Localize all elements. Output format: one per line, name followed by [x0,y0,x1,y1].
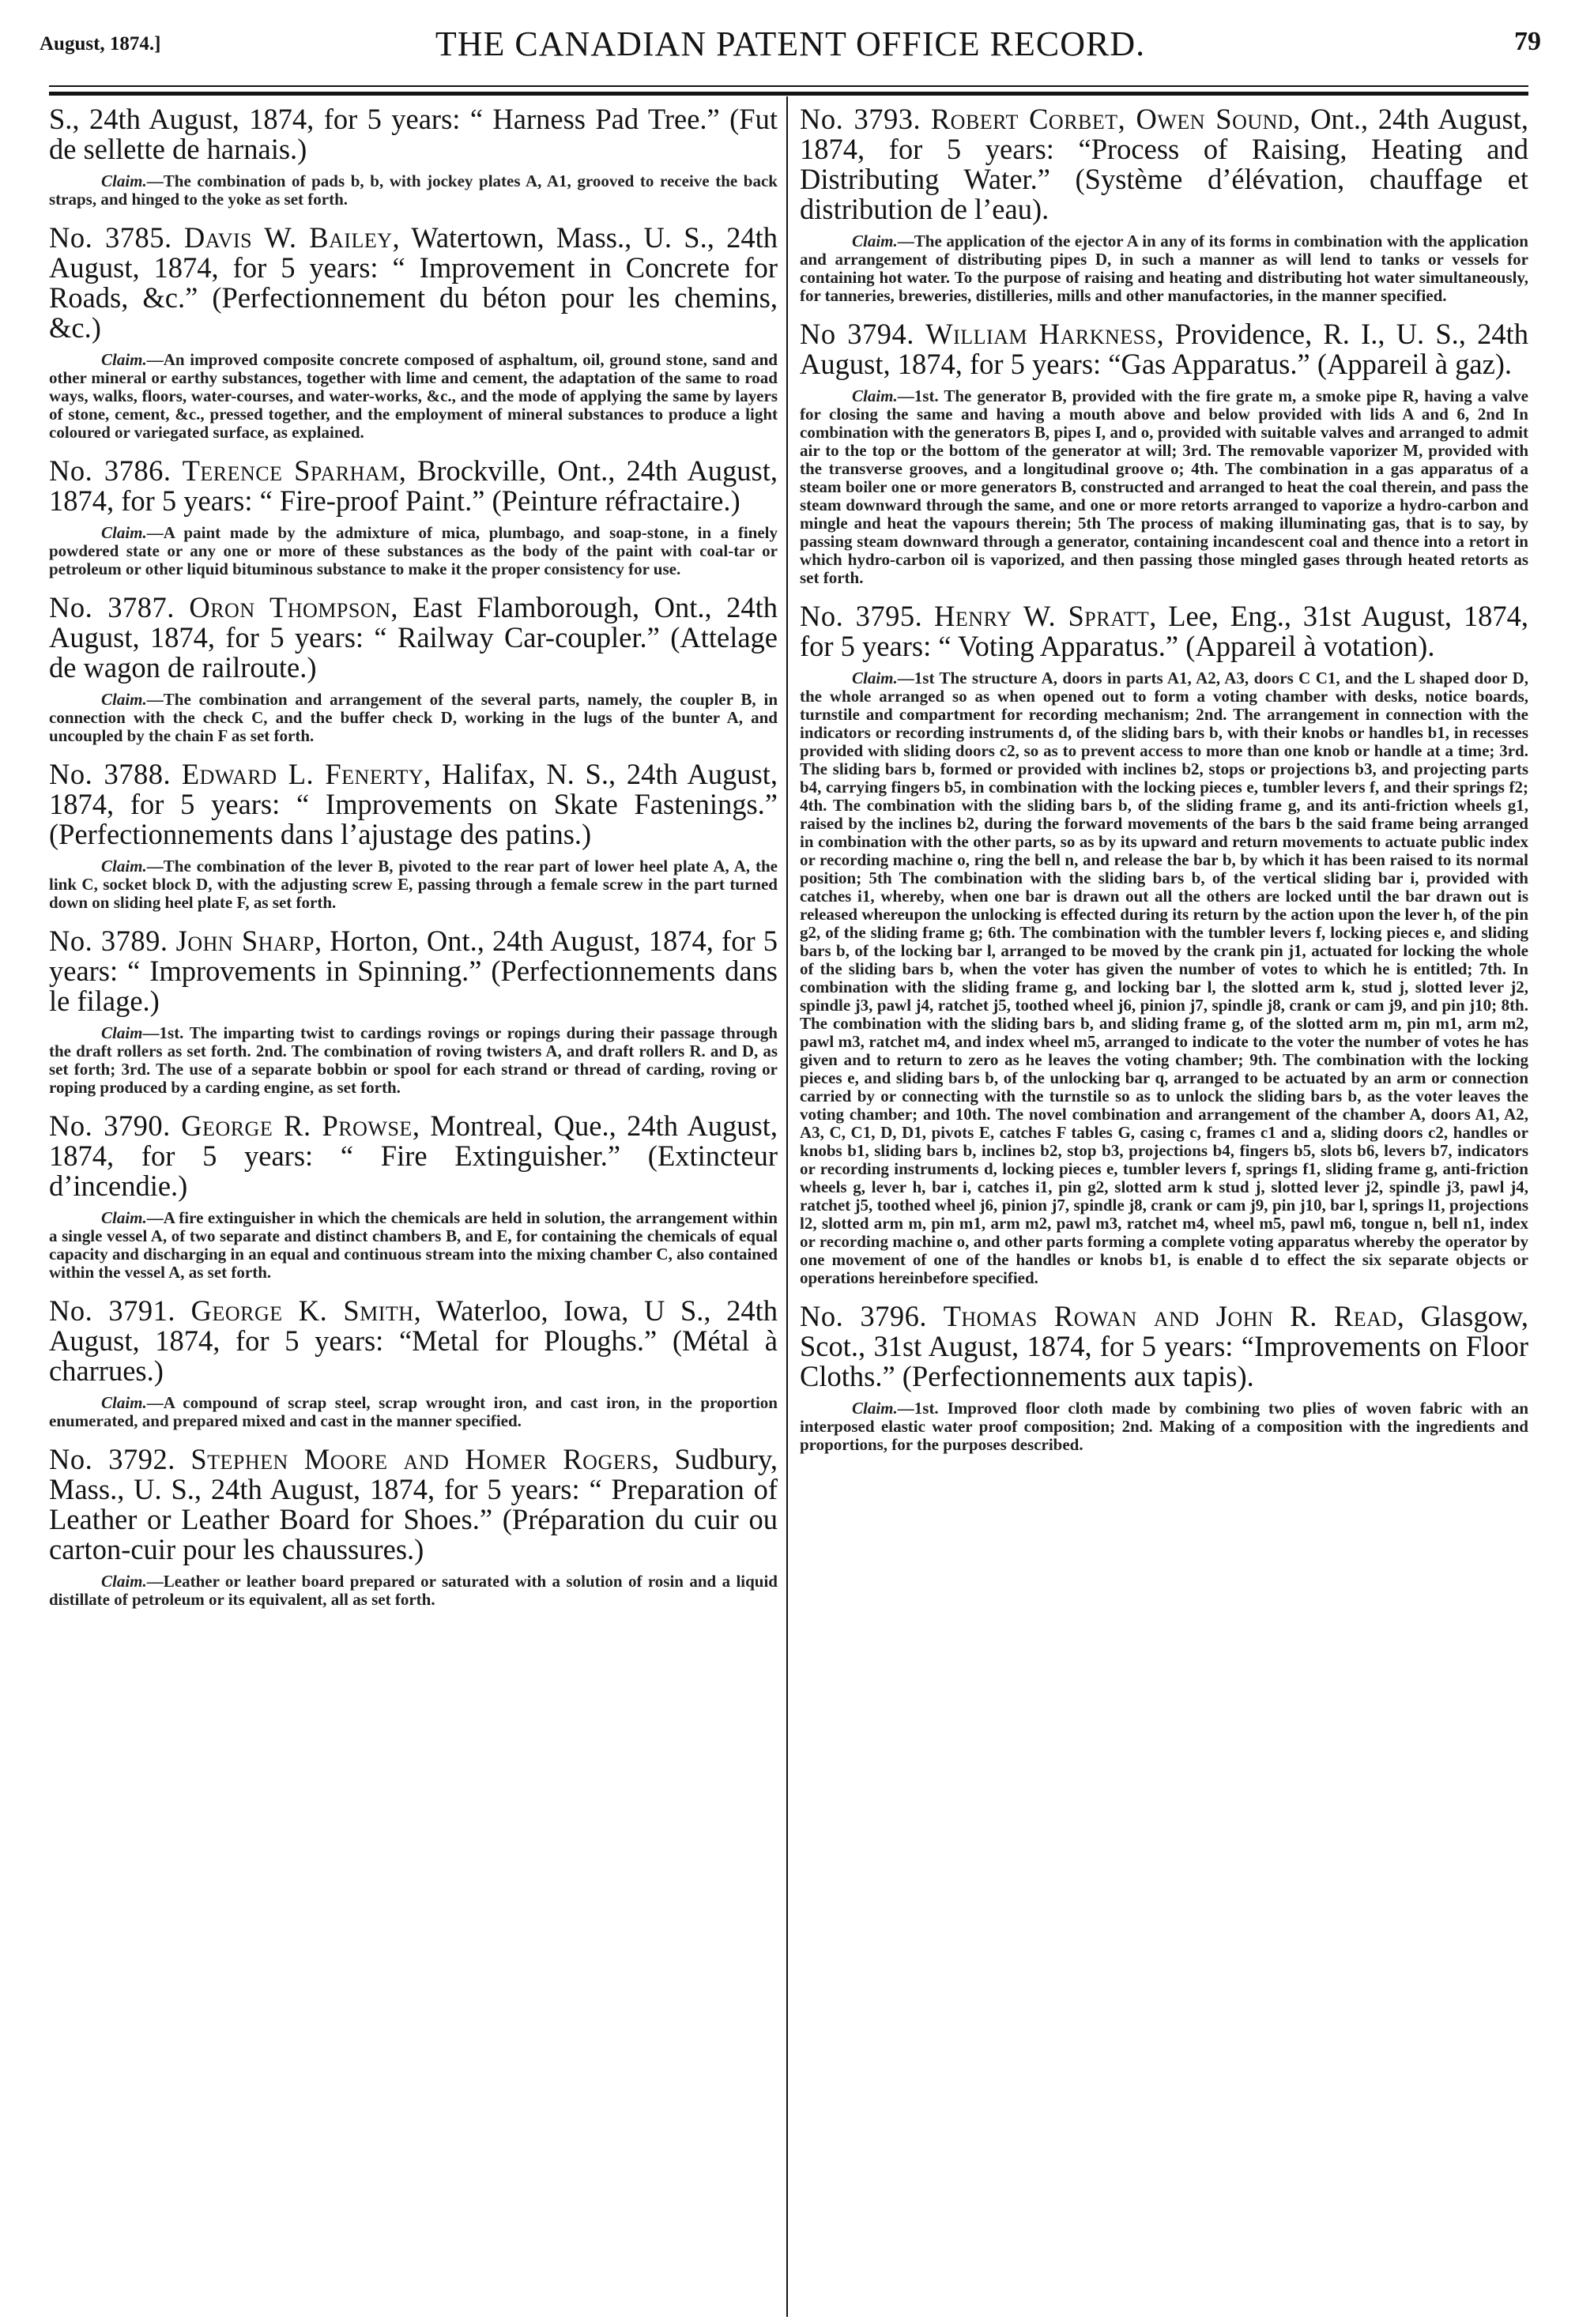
patent-number: No. 3793. [800,103,921,135]
patent-number: No. 3790. [49,1109,171,1142]
patent-entry [49,593,778,745]
patent-entry [800,601,1528,1287]
patent-number: No. 3795. [800,600,923,632]
patent-number: No. 3788. [49,758,171,790]
entry-heading: S., 24th August, 1874, for 5 years: “ Harness Pad Tree.” (Fut de sellette de harnais.) [49,103,778,165]
entry-heading: No. 3789. John Sharp, Horton, Ont., 24th August, 1874, for 5 years: “ Improvements in Spinning.” (Perfectionnements dans le filage.) [49,925,778,1017]
header-title: THE CANADIAN PATENT OFFICE RECORD. [435,24,1146,63]
header-rule [49,85,1528,87]
patent-entry [49,1111,778,1282]
entry-heading: No. 3788. Edward L. Fenerty, Halifax, N. S., 24th August, 1874, for 5 years: “ Improvements on Skate Fastenings.” (Perfectionnements dans l’ajustage des patins.) [49,758,778,850]
entry-claim: Claim.—The combination and arrangement of the several parts, namely, the coupler B, in connection with the check C, and the buffer check D, working in the lugs of the bunter A, and uncoupled by the chain F as set forth. [49,690,778,745]
entry-claim: Claim.—1st. Improved floor cloth made by combining two plies of woven fabric with an interposed elastic water proof composition; 2nd. Making of a composition with the ingredients and proportions, for the purposes described. [800,1399,1528,1454]
patent-entry [800,319,1528,587]
patent-number: No. 3796. [800,1300,927,1332]
patent-number: No. 3791. [49,1294,175,1327]
entry-claim: Claim.—The application of the ejector A in any of its forms in combination with the application and arrangement of distributing pipes D, in such a manner as will lend to tanks or vessels for containing hot water. To the purpose of raising and heating and distributing hot water simultaneously, for tanneries, breweries, distilleries, mills and other manufactories, in the manner specified. [800,232,1528,305]
entry-claim: Claim.—Leather or leather board prepared or saturated with a solution of rosin and a liquid distillate of petroleum or its equivalent, all as set forth. [49,1572,778,1609]
inventor-name: George R. Prowse [181,1109,413,1142]
entry-heading: No. 3785. Davis W. Bailey, Watertown, Mass., U. S., 24th August, 1874, for 5 years: “ Improvement in Concrete for Roads, &c.” (Perfectionnement du béton pour les chemins, &c.) [49,221,778,344]
inventor-name: Oron Thompson [189,591,391,623]
inventor-name: William Harkness [925,318,1157,350]
inventor-name: Henry W. Spratt [934,600,1150,632]
patent-entry [800,1301,1528,1454]
inventor-name: Thomas Rowan and John R. Read [943,1300,1397,1332]
entry-claim: Claim.—A paint made by the admixture of mica, plumbago, and soap-stone, in a finely powdered state or any one or more of these substances as the body of the paint with coal-tar or petroleum or other liquid bituminous substance to make it the proper consistency for use. [49,523,778,578]
entry-heading: No 3794. William Harkness, Providence, R. I., U. S., 24th August, 1874, for 5 years: “Gas Apparatus.” (Appareil à gaz). [800,318,1529,380]
inventor-name: Robert Corbet, Owen Sound [930,103,1294,135]
patent-number: No 3794. [800,318,914,350]
inventor-name: Edward L. Fenerty [181,758,424,790]
patent-number: No. 3785. [49,221,172,254]
entry-heading: No. 3786. Terence Sparham, Brockville, Ont., 24th August, 1874, for 5 years: “ Fire-proof Paint.” (Peinture réfractaire.) [49,454,778,517]
inventor-name: Stephen Moore and Homer Rogers [190,1443,652,1475]
inventor-name: George K. Smith [190,1294,414,1327]
entry-claim: Claim.—The combination of pads b, b, with jockey plates A, A1, grooved to receive the back straps, and hinged to the yoke as set forth. [49,171,778,209]
entry-heading: No. 3791. George K. Smith, Waterloo, Iowa, U S., 24th August, 1874, for 5 years: “Metal for Ploughs.” (Métal à charrues.) [49,1294,778,1387]
entry-heading: No. 3790. George R. Prowse, Montreal, Que., 24th August, 1874, for 5 years: “ Fire Extinguisher.” (Extincteur d’incendie.) [49,1109,778,1202]
entry-claim: Claim.—The combination of the lever B, pivoted to the rear part of lower heel plate A, A, the link C, socket block D, with the adjusting screw E, passing through a female screw in the part turned down on sliding heel plate F, as set forth. [49,857,778,912]
inventor-name: Davis W. Bailey [183,221,393,254]
entry-claim: Claim.—An improved composite concrete composed of asphaltum, oil, ground stone, sand and other mineral or earthy substances, together with lime and cement, the adaptation of the same to road ways, walks, floors, water-courses, and water-works, &c., and the mode of applying the same by layers of stone, cement, &c., pressed together, and the employment of mineral substances to produce a light coloured or variegated surface, as explained. [49,350,778,442]
inventor-name: Terence Sparham [182,454,399,487]
patent-entry [800,104,1528,305]
entry-claim: Claim—1st. The imparting twist to cardings rovings or ropings during their passage through the draft rollers as set forth. 2nd. The combination of roving twisters A, and draft rollers R. and D, as set forth; 3rd. The use of a separate bobbin or spool for each strand or thread of carding, roving or roping produced by a carding engine, as set forth. [49,1023,778,1097]
header-rule-thick [49,92,1528,96]
patent-number: No. 3786. [49,454,171,487]
inventor-name: John Sharp [175,925,315,957]
page-number: 79 [1514,27,1541,56]
entry-heading: No. 3795. Henry W. Spratt, Lee, Eng., 31st August, 1874, for 5 years: “ Voting Apparatus.” (Appareil à votation). [800,600,1529,662]
left-column [49,104,778,1623]
entry-heading: No. 3787. Oron Thompson, East Flamborough, Ont., 24th August, 1874, for 5 years: “ Railway Car-coupler.” (Attelage de wagon de railroute.) [49,591,778,684]
column-divider [786,96,788,2317]
patent-entry [49,456,778,578]
entry-claim: Claim.—1st. The generator B, provided with the fire grate m, a smoke pipe R, having a valve for closing the same and having a mouth above and below provided with lids A and 6, 2nd In combination with the generators B, pipes I, and o, provided with suitable valves and arranged to admit air to the top or the bottom of the generator at will; 3rd. The removable vaporizer M, provided with the transverse grooves, and a longitudinal groove o; 4th. The combination in a gas apparatus of a steam boiler one or more generators B, constructed and arranged to heat the coal therein, and pass the steam downward through the same, and one or more retorts arranged to vaporize a hydro-carbon and mingle and heat the vapours therein; 5th The process of making illuminating gas, that is to say, by passing steam downward through a generator, containing incandescent coal and thence into a retort in which hydro-carbon oil is vaporized, and then passing those mingled gases through heated retorts as set forth. [800,386,1528,587]
entry-claim: Claim.—A compound of scrap steel, scrap wrought iron, and cast iron, in the proportion enumerated, and prepared mixed and cast in the manner specified. [49,1393,778,1430]
patent-entry [49,1444,778,1609]
patent-entry [49,759,778,912]
entry-claim: Claim.—1st The structure A, doors in parts A1, A2, A3, doors C C1, and the L shaped door D, the whole arranged so as when opened out to form a voting chamber with desks, notice boards, turnstile and compartment for recording mechanism; 2nd. The arrangement in connection with the indicators or recording instruments d, of the sliding bars b, with their knobs or handles b1, in recesses provided with sliding doors c2, so as to prevent access to more than one knob or handle at a time; 3rd. The sliding bars b, formed or provided with inclines b2, stops or projections b3, and projecting parts b4, carrying fingers b5, in combination with the locking pieces e, tumbler levers f, and their springs f2; 4th. The combination with the sliding bars b, of the sliding frame g, and its anti-friction wheels g1, raised by the inclines b2, during the forward movements of the bars b the said frame being arranged in combination with the other parts, so as by its upward and return movements to actuate public index or recording machine o, ring the bell n, and release the bar b, by which it has been raised to its normal position; 5th The combination with the sliding bars b, of the vertical sliding bar i, provided with catches i1, whereby, when one bar is drawn out all the others are locked until the bar drawn out is released whereupon the unlocking is effected during its return by the action upon the lever h, of the pin g2, of the sliding frame g; 6th. The combination with the tumbler levers f, locking pieces e, and sliding bars b, of the locking bar l, arranged to be moved by the crank pin j1, actuated for locking the whole of the sliding bars b, when the voter has given the number of votes to which he is entitled; 7th. In combination with the sliding frame g, and locking bar l, the slotted arm k, stud j, slotted lever j2, spindle j3, pawl j4, ratchet j5, toothed wheel j6, pinion j7, spindle j8, crank or cam j9, and pin j10; 8th. The combination with the sliding bars b, and sliding frame g, of the slotted arm m, pin m1, arm m2, pawl m3, ratchet m4, and index wheel m5, arranged to indicate to the voter the number of votes he has given and to return to zero as he leaves the voting chamber; 9th. The combination with the locking pieces e, and sliding bars b, of the unlocking bar q, arranged to be actuated by an arm or connection carried by or connecting with the turnstile so as to unlock the sliding bars b, as the voter leaves the voting chamber; and 10th. The novel combination and arrangement of the chamber A, doors A1, A2, A3, C, C1, D, D1, pivots E, catches F tables G, casing c, frames c1 and a, sliding doors c2, handles or knobs b1, sliding bars b, inclines b2, stop b3, projections b4, fingers b5, slots b6, levers b7, indicators or recording instruments d, locking pieces e, tumbler levers f, springs f1, sliding frame g, anti-friction wheels g, lever h, bar i, catches i1, pin g2, slotted arm k stud j, slotted lever j2, spindle j3, pawl j4, ratchet j5, toothed wheel j6, pinion j7, spindle j8, crank or cam j9, pin j10, bar l, springs l1, projections l2, slotted arm m, pin m1, arm m2, pawl m3, ratchet m4, wheel m5, pawl m6, tongue n, bell n1, index or recording machine o, and other parts forming a complete voting apparatus whereby the operator by one movement of one of the handles or knobs b1, is enable d to effect the six separate objects or operations hereinbefore specified. [800,669,1528,1287]
page-header [40,24,1541,71]
header-date: August, 1874.] [40,33,161,55]
entry-heading: No. 3793. Robert Corbet, Owen Sound, Ont., 24th August, 1874, for 5 years: “Process of Raising, Heating and Distributing Water.” (Système d’élévation, chauffage et distribution de l’eau). [800,103,1528,225]
patent-entry [49,1296,778,1430]
entry-heading: No. 3796. Thomas Rowan and John R. Read, Glasgow, Scot., 31st August, 1874, for 5 years: “Improvements on Floor Cloths.” (Perfectionnements aux tapis). [800,1300,1528,1392]
right-column [800,104,1528,1468]
patent-entry [49,104,778,209]
patent-number: No. 3789. [49,925,168,957]
entry-heading: No. 3792. Stephen Moore and Homer Rogers, Sudbury, Mass., U. S., 24th August, 1874, for 5 years: “ Preparation of Leather or Leather Board for Shoes.” (Préparation du cuir ou carton-cuir pour les chaussures.) [49,1443,778,1565]
entry-claim: Claim.—A fire extinguisher in which the chemicals are held in solution, the arrangement within a single vessel A, of two separate and distinct chambers B, and E, for containing the chemicals of equal capacity and discharging in an equal and continuous stream into the mixing chamber C, also contained within the vessel A, as set forth. [49,1208,778,1282]
patent-entry [49,926,778,1097]
patent-number: No. 3792. [49,1443,175,1475]
patent-number: No. 3787. [49,591,175,623]
patent-entry [49,223,778,442]
